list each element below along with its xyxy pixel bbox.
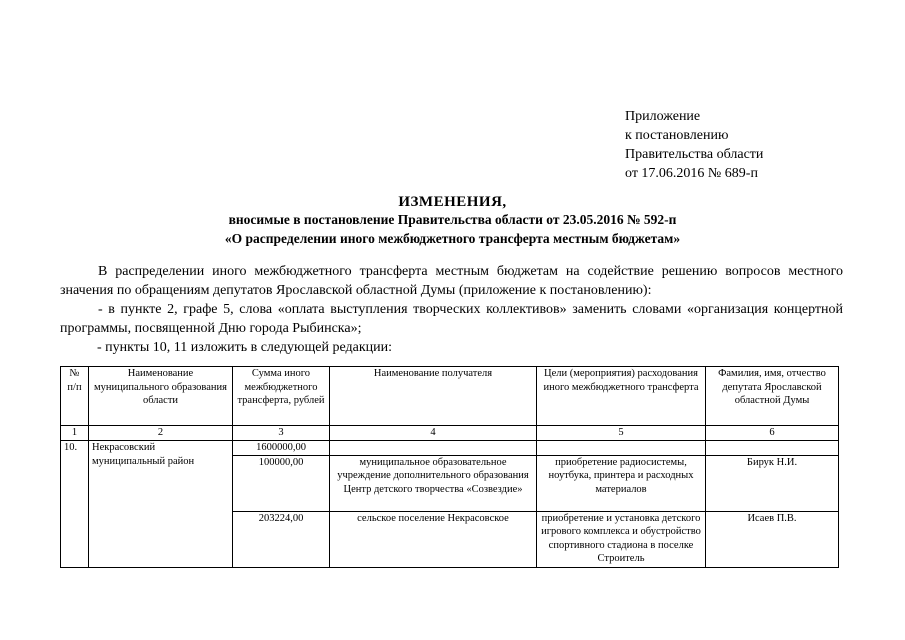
purpose-cell: приобретение радиосистемы, ноутбука, принтера и расходных материалов: [537, 455, 706, 511]
document-title: ИЗМЕНЕНИЯ,: [398, 194, 507, 210]
paragraph: - в пункте 2, графе 5, слова «оплата выступления творческих коллективов» заменить словами «организация концертной программы, посвященной Дню города Рыбинска»;: [60, 302, 843, 336]
header-cell: Наименование муниципального образования области: [89, 367, 233, 426]
column-number-row: [61, 426, 839, 441]
empty-cell: [330, 441, 537, 456]
column-number: 6: [706, 426, 839, 441]
empty-cell: [537, 441, 706, 456]
recipient-cell: муниципальное образовательное учреждение дополнительного образования Центр детского творчества «Созвездие»: [330, 455, 537, 511]
column-number: 2: [89, 426, 233, 441]
appendix-block: [625, 107, 763, 183]
deputy-cell: Исаев П.В.: [706, 511, 839, 567]
municipality-cell: Некрасовский муниципальный район: [89, 441, 233, 568]
paragraph: - пункты 10, 11 изложить в следующей редакции:: [97, 340, 393, 355]
header-cell: Сумма иного межбюджетного трансферта, рублей: [233, 367, 330, 426]
header-cell: Фамилия, имя, отчество депутата Ярославской областной Думы: [706, 367, 839, 426]
appendix-line: Правительства области: [625, 147, 764, 162]
amount-cell: 100000,00: [233, 455, 330, 511]
appendix-line: Приложение: [625, 109, 701, 124]
appendix-line: от 17.06.2016 № 689-п: [625, 166, 758, 181]
paragraph: В распределении иного межбюджетного трансферта местным бюджетам на содействие решению вопросов местного значения по обращениям депутатов Ярославской областной Думы (приложение к постановлению):: [60, 264, 843, 298]
appendix-line: к постановлению: [625, 128, 729, 143]
header-cell: № п/п: [61, 367, 89, 426]
table-header-row: [61, 367, 839, 426]
body-text: [60, 262, 843, 357]
purpose-cell: приобретение и установка детского игрового комплекса и обустройство спортивного стадиона в поселке Строитель: [537, 511, 706, 567]
document-subtitle: вносимые в постановление Правительства области от 23.05.2016 № 592-п: [228, 212, 677, 227]
header-cell: Цели (мероприятия) расходования иного межбюджетного трансферта: [537, 367, 706, 426]
column-number: 4: [330, 426, 537, 441]
table-row: [61, 441, 839, 456]
amount-cell: 1600000,00: [233, 441, 330, 456]
column-number: 1: [61, 426, 89, 441]
column-number: 5: [537, 426, 706, 441]
column-number: 3: [233, 426, 330, 441]
amount-cell: 203224,00: [233, 511, 330, 567]
header-cell: Наименование получателя: [330, 367, 537, 426]
empty-cell: [706, 441, 839, 456]
row-number: 10.: [61, 441, 89, 568]
transfer-table: [60, 366, 839, 568]
recipient-cell: сельское поселение Некрасовское: [330, 511, 537, 567]
deputy-cell: Бирук Н.И.: [706, 455, 839, 511]
document-subtitle: «О распределении иного межбюджетного трансферта местным бюджетам»: [224, 231, 681, 246]
